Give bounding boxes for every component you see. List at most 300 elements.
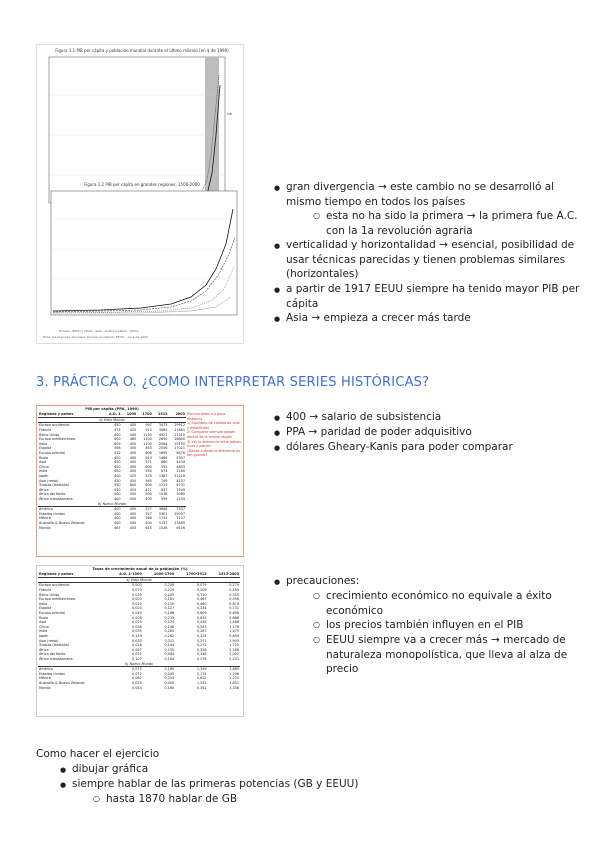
- table-cell: 1,685: [229, 667, 239, 672]
- table-cell: 0,720: [196, 592, 207, 597]
- table-cell: 0,209: [164, 592, 175, 597]
- table-cell: Italia: [39, 601, 48, 606]
- table-cell: México: [39, 676, 51, 681]
- table-cell: 0,209: [196, 588, 207, 593]
- table-cell: 0,067: [132, 647, 142, 652]
- table-cell: India: [39, 469, 48, 474]
- table-cell: 0,110: [164, 601, 175, 606]
- table-cell: 5397: [176, 455, 185, 460]
- table-cell: 400: [129, 455, 137, 460]
- table-cell: 425: [129, 428, 137, 433]
- table-cell: 0,229: [164, 588, 175, 593]
- table-cell: 1,475: [229, 629, 239, 634]
- table-cell: 809: [114, 441, 121, 446]
- table-cell: 450: [114, 423, 121, 428]
- table-cell: 3668: [158, 507, 168, 512]
- table-cell: Rusia: [39, 455, 49, 460]
- table-cell: 0,139: [132, 634, 142, 639]
- table-cell: Asia (resto): [39, 638, 59, 643]
- table-cell: 4434: [176, 460, 185, 465]
- table-cell: 1,532: [196, 680, 207, 685]
- table-cell: 6731: [176, 483, 185, 488]
- table-header-cell: 1913-2003: [208, 572, 240, 577]
- table-cell: 1250: [143, 432, 152, 437]
- table-cell: 450: [129, 464, 137, 469]
- table-cell: 3080: [176, 492, 185, 497]
- table-cell: 600: [145, 483, 152, 488]
- table-cell: Asia (resto): [39, 478, 59, 483]
- table-cell: 0,835: [196, 615, 207, 620]
- table-cell: México: [39, 516, 51, 521]
- figures-panel: [36, 44, 244, 344]
- table-cell: 565: [145, 478, 152, 483]
- table-cell: 0,894: [229, 634, 239, 639]
- table-cell: 21310: [174, 432, 185, 437]
- table-cell: 0,287: [196, 629, 207, 634]
- table-cell: 421: [145, 487, 152, 492]
- table-cell: 0,235: [164, 615, 175, 620]
- table-cell: 600: [129, 483, 137, 488]
- table-cell: 599: [160, 496, 168, 501]
- table-cell: 400: [114, 507, 121, 512]
- table-subheader-cell: a) Viejo Mundo: [38, 577, 240, 583]
- table-cell: África: [39, 647, 49, 652]
- note-item: [286, 238, 588, 282]
- table-cell: Europa occidental: [39, 583, 70, 588]
- table-cell: 571: [145, 460, 152, 465]
- table-cell: 0,008: [132, 615, 142, 620]
- table-cell: 1,905: [229, 638, 239, 643]
- table-cell: 0,480: [196, 601, 207, 606]
- figure2-title: Figura 1.2 PIB per cápita en grandes regiones, 1500-2000: [84, 182, 200, 187]
- note-item: [286, 574, 359, 589]
- table-cell: 400: [145, 520, 152, 525]
- table-cell: 0,127: [164, 606, 175, 611]
- table-cell: 3485: [158, 428, 168, 433]
- table-cell: 0,439: [196, 620, 207, 625]
- table-cell: 400: [129, 520, 137, 525]
- table-cell: 400: [129, 516, 137, 521]
- table-cell: 400: [114, 511, 121, 516]
- table-cell: 0,010: [132, 601, 142, 606]
- table-cell: 21218: [174, 474, 185, 479]
- table-cell: 0,608: [229, 611, 239, 616]
- table-cell: 615: [145, 525, 152, 530]
- table-cell: 29037: [174, 511, 185, 516]
- table1-note: ¿Desde cuándo la diferencia es tan grande?: [187, 448, 240, 458]
- table-cell: 450: [114, 478, 121, 483]
- note-item: [326, 618, 523, 633]
- table-header-cell: 1913: [153, 412, 169, 417]
- table-cell: 0,622: [196, 676, 207, 681]
- table-cell: 552: [160, 464, 168, 469]
- table-cell: 23569: [174, 520, 185, 525]
- table-cell: 425: [129, 487, 137, 492]
- table-header-cell: 1700: [137, 412, 153, 417]
- table-cell: 0,040: [132, 611, 142, 616]
- table-cell: 0,334: [196, 606, 207, 611]
- table-cell: África del Norte: [39, 492, 66, 497]
- table-cell: 0,174: [164, 620, 175, 625]
- table-cell: 450: [114, 464, 121, 469]
- note-item: [326, 589, 588, 618]
- note-text: los precios también influyen en el PIB: [326, 619, 524, 631]
- table-cell: 400: [129, 496, 137, 501]
- table-header-cell: 2003: [168, 412, 186, 417]
- table-cell: 610: [145, 455, 152, 460]
- table-cell: Estados Unidos: [39, 511, 65, 516]
- table-cell: 7137: [176, 516, 185, 521]
- note-text: crecimiento económico no equivale a éxito económico: [326, 590, 552, 617]
- table-cell: España: [39, 446, 52, 451]
- table-header-cell: 1700-1913: [175, 572, 207, 577]
- table-cell: 2,174: [196, 671, 207, 676]
- table-cell: 0,543: [196, 624, 207, 629]
- table-cell: 1,176: [229, 624, 239, 629]
- note-text: EEUU siempre va a crecer más → mercado de naturaleza monopolística, que lleva al alza de precio: [326, 634, 568, 675]
- table-cell: África subsahariana: [39, 496, 73, 501]
- note-item: [326, 209, 588, 238]
- table-subheader-cell: b) Nuevo Mundo: [38, 661, 240, 666]
- table-cell: 400: [114, 432, 121, 437]
- exercise-item: [106, 792, 237, 807]
- table-cell: 400: [114, 516, 121, 521]
- table-cell: 450: [129, 446, 137, 451]
- table-cell: 527: [145, 507, 152, 512]
- table-cell: 0,467: [196, 597, 207, 602]
- table-cell: 0,166: [164, 611, 175, 616]
- table-cell: Mundo: [39, 685, 51, 690]
- table2-panel: [36, 565, 244, 717]
- table-cell: 467: [114, 525, 121, 530]
- table-cell: Rusia: [39, 615, 49, 620]
- table-cell: Reino Unido: [39, 592, 60, 597]
- table-cell: Europa mediterránea: [39, 437, 76, 442]
- table-cell: 400: [129, 511, 137, 516]
- note-text: esta no ha sido la primera → la primera fue A.C. con la 1a revolución agraria: [326, 210, 578, 237]
- table-subheader-cell: a) Viejo Mundo: [38, 417, 186, 423]
- table2: [38, 572, 240, 690]
- table-cell: 0,371: [196, 638, 207, 643]
- note-item: [286, 440, 513, 455]
- table-cell: 0,348: [196, 652, 207, 657]
- table-cell: 450: [114, 460, 121, 465]
- svg-text:PIB: PIB: [227, 112, 232, 116]
- table-cell: 400: [129, 423, 137, 428]
- table-cell: 0,271: [196, 643, 207, 648]
- table-cell: Estados Unidos: [39, 671, 65, 676]
- table-cell: 1,206: [229, 671, 239, 676]
- table-cell: 0,025: [132, 680, 142, 685]
- table-cell: 400: [129, 451, 137, 456]
- table-cell: 600: [145, 464, 152, 469]
- legend-item: África: [129, 329, 139, 333]
- table-cell: 0,324: [196, 634, 207, 639]
- table-cell: 0,276: [196, 656, 207, 661]
- table-cell: 6476: [176, 451, 185, 456]
- table-cell: África: [39, 487, 49, 492]
- exercise-text: dibujar gráfica: [72, 763, 149, 775]
- note-item: [326, 633, 588, 677]
- table-cell: Australia & Nueva Zelanda: [39, 520, 85, 525]
- table-cell: 1100: [143, 437, 152, 442]
- table-cell: 0,020: [132, 606, 142, 611]
- table-cell: 0,036: [132, 624, 142, 629]
- table1: [38, 412, 186, 530]
- table-header-cell: Regiones y países: [38, 412, 103, 417]
- table-cell: 637: [160, 487, 168, 492]
- table-cell: 0,072: [132, 671, 142, 676]
- table-cell: China: [39, 624, 49, 629]
- table-cell: 1,831: [229, 680, 239, 685]
- table-cell: 500: [129, 492, 137, 497]
- table1-note: 1) Equilibrio de calidad de vida y estabilidad: [187, 421, 240, 430]
- table-cell: 0,160: [164, 685, 175, 690]
- legend-item: EEUU y Otros: [72, 329, 93, 333]
- table-cell: 5301: [158, 511, 168, 516]
- table-cell: 568: [145, 516, 152, 521]
- table-cell: 2,168: [229, 647, 239, 652]
- table-cell: Australia & Nueva Zelanda: [39, 680, 85, 685]
- table-cell: 0,679: [229, 601, 239, 606]
- table-cell: 550: [145, 469, 152, 474]
- exercise-item: [72, 762, 148, 777]
- table-cell: 400: [114, 496, 121, 501]
- note-text: PPA → paridad de poder adquisitivo: [286, 426, 472, 438]
- table-cell: 749: [160, 478, 168, 483]
- table-cell: 400: [114, 455, 121, 460]
- exercise-text: hasta 1870 hablar de GB: [106, 793, 238, 805]
- table-cell: 570: [145, 474, 152, 479]
- table-cell: Asia: [39, 460, 47, 465]
- note-item: [286, 410, 441, 425]
- table-cell: 400: [129, 432, 137, 437]
- table-cell: 0,686: [229, 615, 239, 620]
- table-cell: 0,030: [132, 638, 142, 643]
- table-cell: 400: [114, 520, 121, 525]
- figure2-legend: Europa · EEUU y Otros · Asia · América Latina · África: [59, 329, 139, 333]
- table-cell: 0,070: [132, 588, 142, 593]
- exercise-intro: Como hacer el ejercicio: [36, 748, 160, 760]
- table-cell: 0,107: [132, 656, 142, 661]
- exercise-item: [72, 777, 358, 792]
- note-text: Asia → empieza a crecer más tarde: [286, 312, 471, 324]
- table-cell: 0,155: [164, 647, 175, 652]
- table-cell: África del Norte: [39, 652, 66, 657]
- table-cell: 19150: [174, 441, 185, 446]
- table-cell: 1038: [158, 492, 168, 497]
- table-cell: 7937: [176, 507, 185, 512]
- table-cell: India: [39, 629, 48, 634]
- table-cell: 0,003: [132, 597, 142, 602]
- table-cell: 0,731: [229, 606, 239, 611]
- table-cell: 16800: [174, 437, 185, 442]
- table2-title: Tasas de crecimiento anual de la población (%): [92, 567, 188, 571]
- note-text: gran divergencia → este cambio no se desarrolló al mismo tiempo en todos los países: [286, 181, 555, 208]
- table-cell: 0,000: [164, 680, 175, 685]
- table1-title: PIB per cápita (PPA, 1990): [85, 407, 139, 411]
- table1-note: 2) Comparar siempre países dentro de la misma región: [187, 430, 236, 439]
- table-header-cell: A.D. 1: [103, 412, 122, 417]
- table-subheader-cell: b) Nuevo Mundo: [38, 501, 186, 506]
- table-cell: 450: [129, 469, 137, 474]
- table-cell: 0,285: [164, 629, 175, 634]
- table-cell: Asia: [39, 620, 47, 625]
- table-cell: 500: [114, 492, 121, 497]
- table-cell: Europa mediterránea: [39, 597, 76, 602]
- table1-note: Pronunciadas o a poca distancia: [187, 412, 226, 421]
- table-cell: 473: [114, 428, 121, 433]
- table-cell: 412: [114, 451, 121, 456]
- table-header-cell: 1000-1700: [143, 572, 175, 577]
- table1-note: 3) Ver la diferencia entre países ricos y pobres: [187, 439, 241, 449]
- table-cell: 550: [114, 483, 121, 488]
- table-cell: 0,044: [132, 685, 142, 690]
- table-cell: 450: [129, 441, 137, 446]
- table-cell: 400: [129, 507, 137, 512]
- table-cell: 4921: [158, 432, 168, 437]
- table-cell: 2,032: [229, 652, 239, 657]
- table-cell: China: [39, 464, 49, 469]
- table-cell: 6516: [176, 525, 185, 530]
- table-cell: 1,336: [229, 685, 239, 690]
- table-cell: Reino Unido: [39, 432, 60, 437]
- note-text: verticalidad y horizontalidad → esencial, posibilidad de usar técnicas parecidas y tienen problemas similares (horizontales): [286, 239, 575, 280]
- note-item: [286, 425, 472, 440]
- table-cell: 673: [160, 469, 168, 474]
- table-cell: España: [39, 606, 52, 611]
- table-cell: 19912: [174, 423, 185, 428]
- table-cell: 0,075: [132, 667, 142, 672]
- note-text: 400 → salario de subsistencia: [286, 411, 442, 423]
- table-cell: 0,045: [164, 671, 175, 676]
- table-cell: 0,209: [164, 583, 175, 588]
- table-cell: 1100: [143, 441, 152, 446]
- table-cell: 0,279: [229, 583, 239, 588]
- table-cell: 400: [145, 496, 152, 501]
- table-cell: 527: [145, 511, 152, 516]
- table-cell: Japón: [39, 634, 49, 639]
- table-cell: 17021: [174, 446, 185, 451]
- table-cell: 0,282: [164, 634, 175, 639]
- table-cell: 1387: [158, 474, 168, 479]
- legend-item: Asia: [95, 329, 102, 333]
- figure2-caption: Nota: las regiones del mapa; Europa occidental, EEUU... en $ de 1990: [43, 335, 148, 339]
- table-cell: 0,161: [164, 597, 175, 602]
- table-cell: 0,326: [196, 647, 207, 652]
- table-cell: 910: [145, 428, 152, 433]
- table-cell: 0,253: [164, 676, 175, 681]
- table-cell: 1488: [158, 455, 168, 460]
- figure1-title: Figura 1.1 PIB per cápita y población mundial durante el último milenio (en $ de 1990): [55, 48, 229, 53]
- table-cell: 0,352: [196, 685, 207, 690]
- table-cell: África subsahariana: [39, 656, 73, 661]
- table-cell: 0,148: [164, 624, 175, 629]
- table-cell: 21861: [174, 428, 185, 433]
- exercise-text: siempre hablar de las primeras potencias (GB y EEUU): [72, 778, 359, 790]
- legend-item: Europa: [59, 329, 70, 333]
- table-cell: 0,035: [132, 592, 142, 597]
- table-cell: 450: [129, 478, 137, 483]
- table-cell: 485: [129, 437, 137, 442]
- table-cell: 997: [145, 423, 152, 428]
- note-item: [286, 282, 588, 311]
- table-cell: 2,231: [229, 656, 239, 661]
- table-cell: 3473: [158, 423, 168, 428]
- table-cell: 4803: [176, 464, 185, 469]
- table-cell: 0,035: [132, 629, 142, 634]
- note-item: [286, 311, 588, 326]
- table-cell: 853: [145, 446, 152, 451]
- table-cell: 425: [129, 474, 137, 479]
- table-cell: Europa oriental: [39, 451, 65, 456]
- table-cell: 0,082: [132, 676, 142, 681]
- table-cell: 0,335: [229, 592, 239, 597]
- table-cell: 600: [114, 437, 121, 442]
- table-cell: 0,079: [196, 583, 207, 588]
- table-cell: 0,025: [132, 620, 142, 625]
- table-cell: 0,189: [164, 667, 175, 672]
- table-cell: 0,609: [196, 611, 207, 616]
- table-cell: Europa occidental: [39, 423, 70, 428]
- table-cell: América: [39, 667, 53, 672]
- table1-notes: [187, 412, 241, 458]
- table-cell: 1,349: [196, 667, 207, 672]
- table-cell: 0,459: [229, 588, 239, 593]
- table-cell: 453: [129, 525, 137, 530]
- table-cell: 1,720: [229, 643, 239, 648]
- table-cell: 1,468: [229, 620, 239, 625]
- table-cell: Mundo: [39, 525, 51, 530]
- table-cell: 2056: [158, 446, 168, 451]
- table-cell: Europa oriental: [39, 611, 65, 616]
- note-text: dólares Gheary-Kanis para poder comparar: [286, 441, 513, 453]
- table-cell: 606: [145, 451, 152, 456]
- table-cell: 1732: [158, 516, 168, 521]
- section-heading: 3. PRÁCTICA O. ¿COMO INTERPRETAR SERIES HISTÓRICAS?: [36, 375, 430, 390]
- table-cell: 1213: [158, 483, 168, 488]
- table-cell: 1154: [176, 496, 185, 501]
- table-cell: 0,184: [164, 656, 175, 661]
- exercise-block: [36, 747, 576, 805]
- table-cell: Turquía (Anatolia): [39, 483, 69, 488]
- table-header-cell: Regiones y países: [38, 572, 107, 577]
- table-cell: 0,051: [132, 652, 142, 657]
- figure2-chart: [41, 189, 241, 329]
- table-cell: Turquía (Anatolia): [39, 643, 69, 648]
- legend-item: América Latina: [104, 329, 128, 333]
- table-cell: 2,121: [229, 676, 239, 681]
- table-cell: 0,556: [229, 597, 239, 602]
- table-cell: 5157: [158, 520, 168, 525]
- table-cell: 1549: [176, 487, 185, 492]
- table-cell: 0,144: [164, 643, 175, 648]
- table-cell: Francia: [39, 428, 52, 433]
- table-cell: 0,312: [164, 638, 175, 643]
- table-cell: 430: [114, 487, 121, 492]
- table-cell: 680: [160, 460, 168, 465]
- table-cell: América: [39, 507, 53, 512]
- table-header-cell: 1000: [122, 412, 138, 417]
- table-header-cell: A.D. 1-1000: [107, 572, 143, 577]
- table-cell: Japón: [39, 474, 49, 479]
- table-cell: 450: [114, 469, 121, 474]
- table-cell: 450: [129, 460, 137, 465]
- note-text: a partir de 1917 EEUU siempre ha tenido mayor PIB per cápita: [286, 283, 580, 310]
- table-cell: 1526: [158, 525, 168, 530]
- note-text: precauciones:: [286, 575, 360, 587]
- table-cell: 498: [114, 446, 121, 451]
